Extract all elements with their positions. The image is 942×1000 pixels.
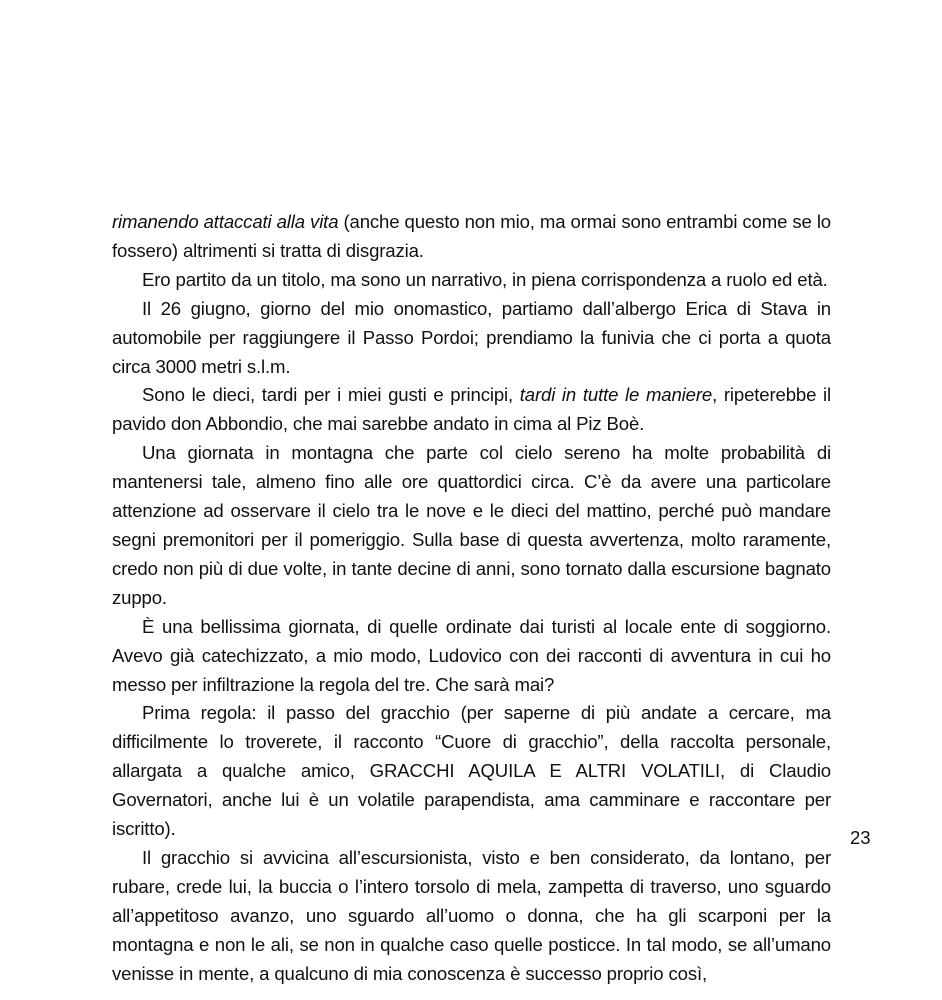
paragraph-7: Prima regola: il passo del gracchio (per saperne di più andate a cercare, ma difficilmente lo troverete, il racconto “Cuore di gracchio”, della raccolta personale, allargata a qualche amico, GRACCHI AQUILA E ALTRI VOLATILI, di Claudio Governatori, anche lui è un volatile parapendista, ama camminare e raccontare per iscritto). — [112, 702, 831, 840]
paragraph-4 — [112, 381, 831, 439]
paragraph-4-after-italic: , ripeterebbe il pavido don Abbondio, che mai sarebbe andato in cima al Piz Boè. — [112, 384, 831, 435]
paragraph-4-before-italic: Sono le dieci, tardi per i miei gusti e principi, — [142, 384, 520, 406]
paragraph-1-rest: (anche questo non mio, ma ormai sono entrambi come se lo fossero) altrimenti si tratta di disgrazia. — [112, 211, 831, 261]
page-number: 23 — [850, 827, 871, 848]
paragraph-8: Il gracchio si avvicina all’escursionista, visto e ben considerato, da lontano, per rubare, crede lui, la buccia o l’intero torsolo di mela, zampetta di traverso, uno sguardo all’appetitoso avanzo, uno sguardo all’uomo o donna, che ha gli scarponi per la montagna e non le ali, se non in qualche caso quelle posticce. In tal modo, se all’umano venisse in mente, a qualcuno di mia conoscenza è successo proprio così, — [112, 846, 831, 984]
italic-phrase-tardi: tardi in tutte le maniere — [519, 384, 713, 406]
italic-phrase-rimanendo: rimanendo attaccati alla vita — [112, 211, 339, 232]
paragraph-6: È una bellissima giornata, di quelle ordinate dai turisti al locale ente di soggiorno. Avevo già catechizzato, a mio modo, Ludovico con dei racconti di avventura in cui ho messo per infiltrazione la regola del tre. Che sarà mai? — [112, 615, 831, 695]
paragraph-1 — [112, 208, 831, 266]
paragraph-2: Ero partito da un titolo, ma sono un narrativo, in piena corrispondenza a ruolo ed età. — [142, 268, 828, 290]
paragraph-3: Il 26 giugno, giorno del mio onomastico, partiamo dall’albergo Erica di Stava in automobile per raggiungere il Passo Pordoi; prendiamo la funivia che ci porta a quota circa 3000 metri s.l.m. — [112, 297, 831, 377]
page-text-body — [112, 208, 831, 988]
paragraph-5: Una giornata in montagna che parte col cielo sereno ha molte probabilità di mantenersi tale, almeno fino alle ore quattordici circa. C’è da avere una particolare attenzione ad osservare il cielo tra le nove e le dieci del mattino, perché può mandare segni premonitori per il pomeriggio. Sulla base di questa avvertenza, molto raramente, credo non più di due volte, in tante decine di anni, sono tornato dalla escursione bagnato zuppo. — [112, 442, 831, 608]
